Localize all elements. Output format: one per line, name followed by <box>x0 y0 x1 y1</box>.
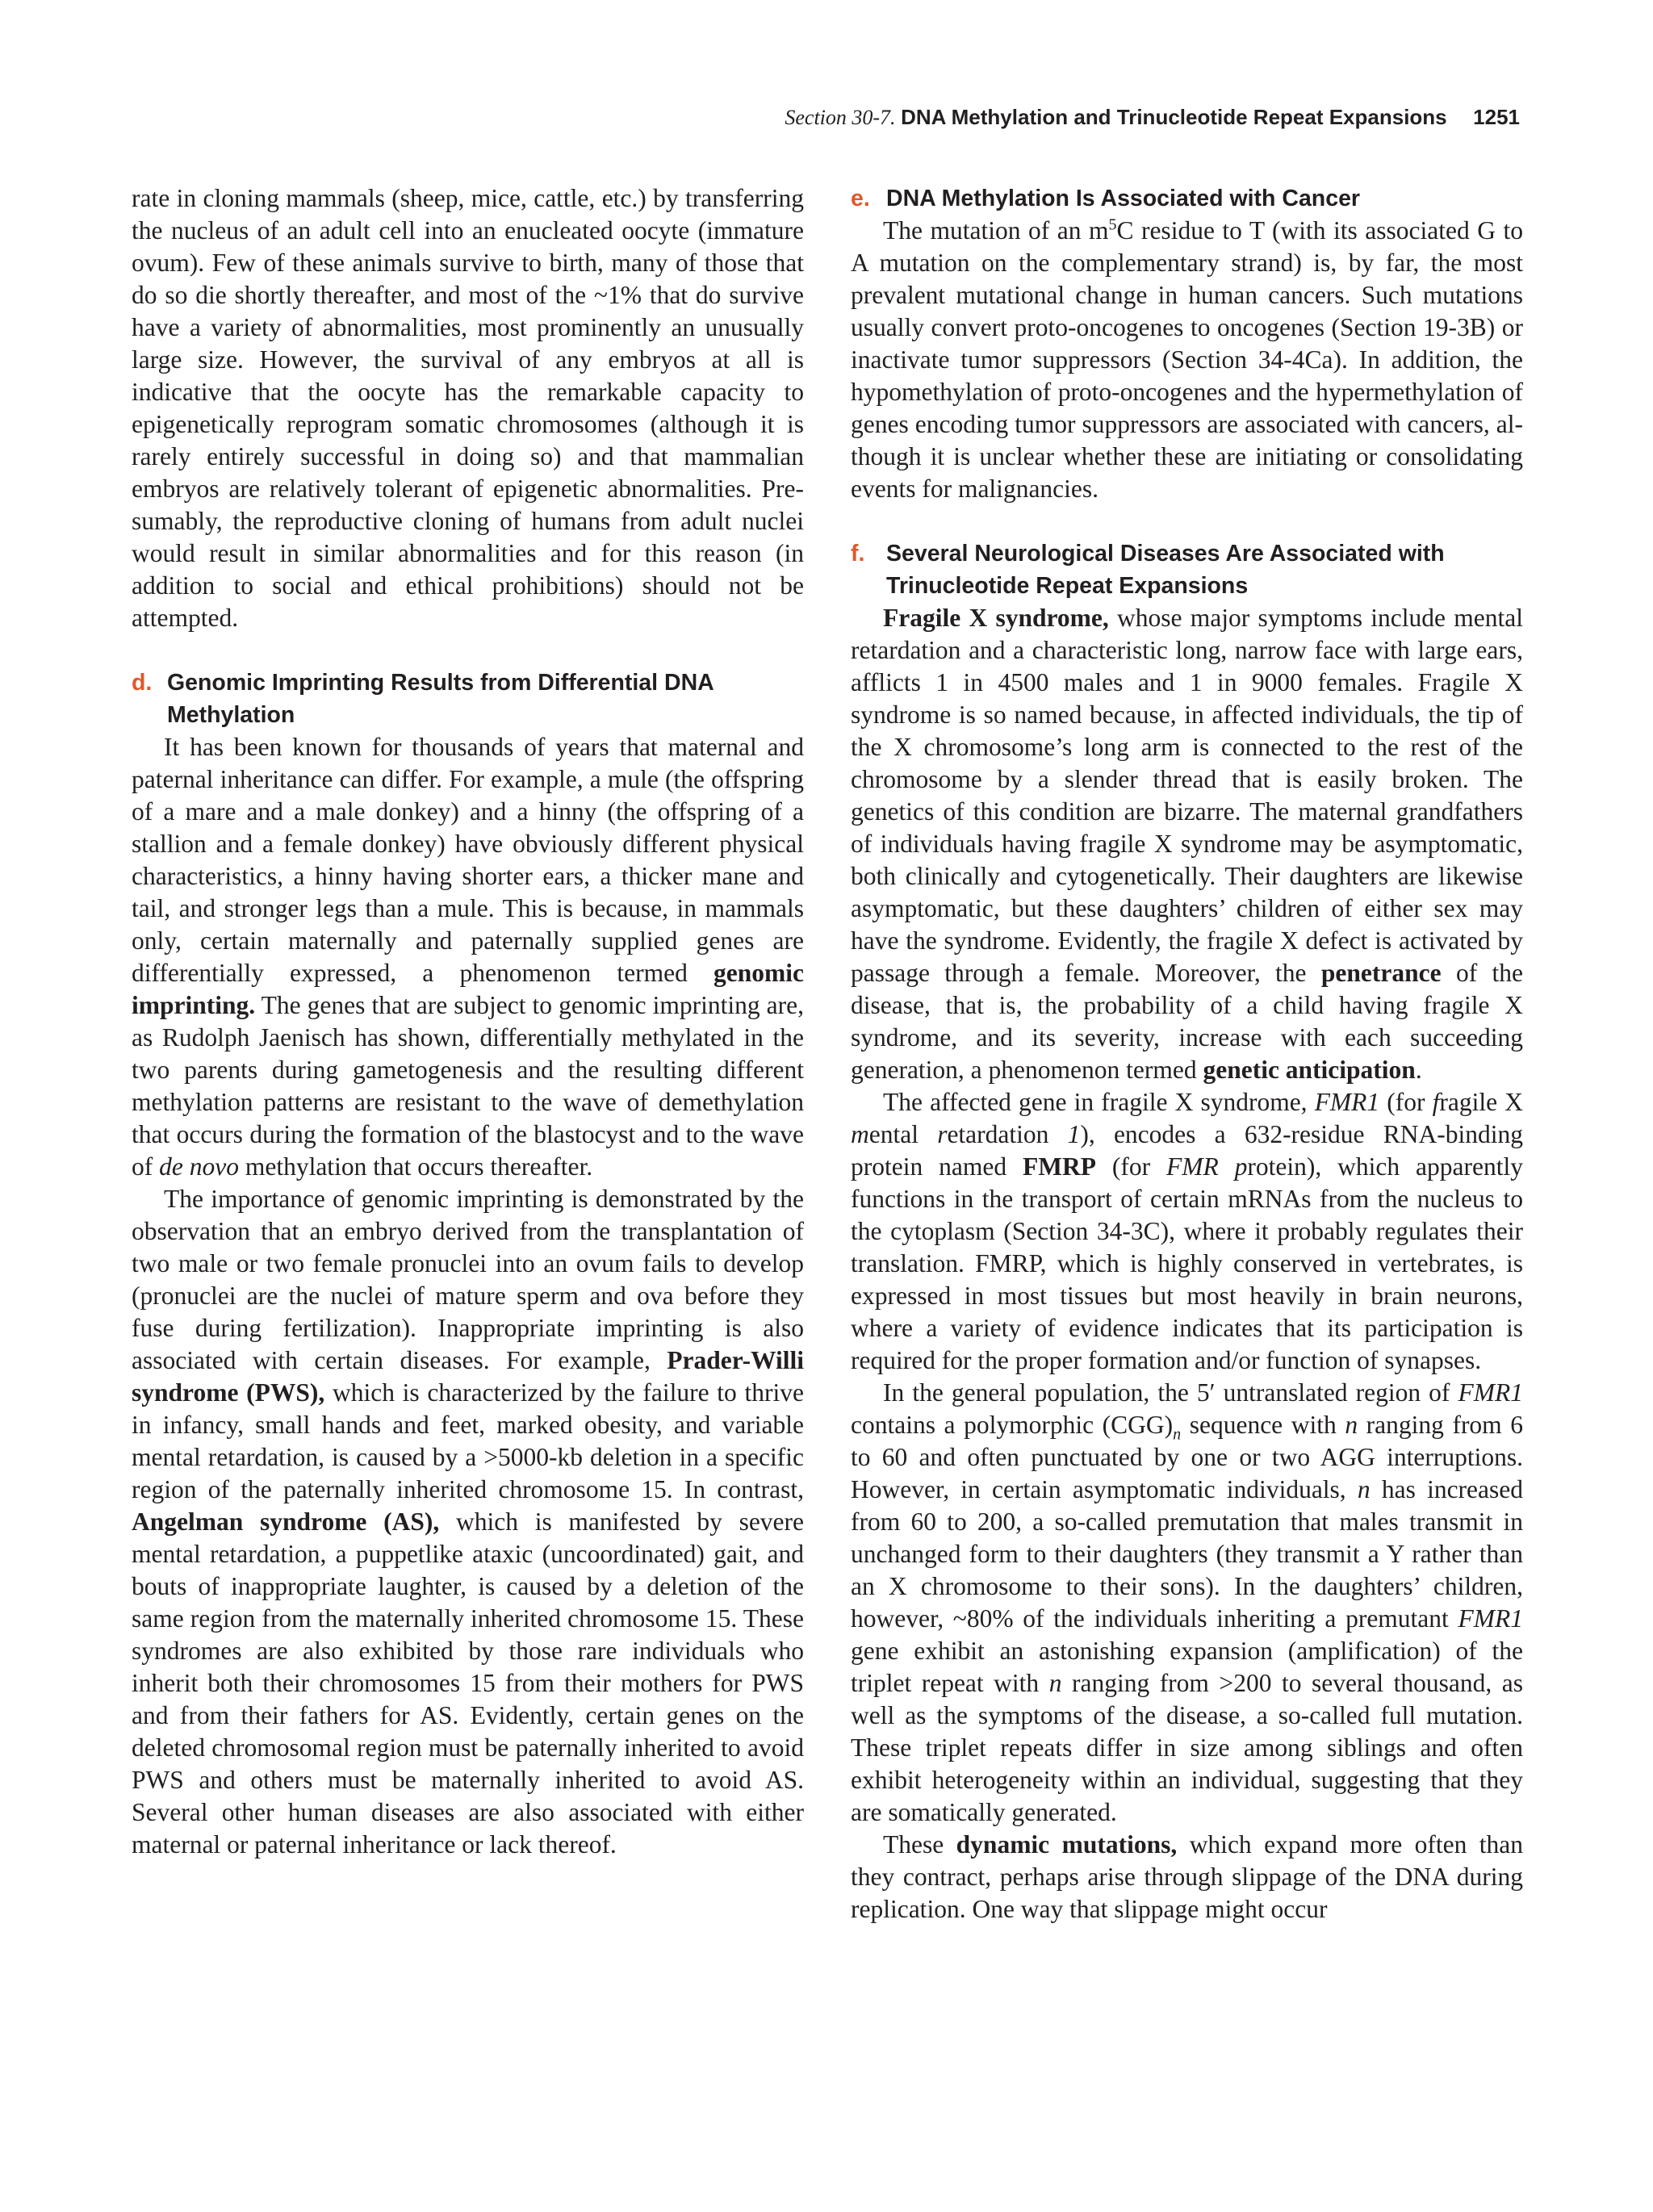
section-letter-d: d. <box>132 670 153 696</box>
term-penetrance: penetrance <box>1320 959 1442 987</box>
right-column <box>851 182 1523 1926</box>
running-head <box>129 97 1520 137</box>
section-heading-f <box>851 537 1523 602</box>
section-title-d: Genomic Imprinting Results from Differential DNA Methylation <box>167 670 714 728</box>
section-heading-d <box>132 667 804 731</box>
term-genomic-imprinting: genomic imprinting. <box>132 959 804 1019</box>
term-angelman: Angelman syndrome (AS), <box>132 1507 440 1536</box>
term-dynamic-mutations: dynamic mutations, <box>956 1830 1178 1859</box>
term-prader-willi: Prader-Willi syndrome (PWS), <box>132 1346 804 1407</box>
paragraph-f3: In the general population, the 5′ untranslated region of FMR1 contains a polymorphic $(CGG)_n$ sequence with n ranging from 6 to 60 and often punctuated by one or two AGG interruptions. However, in certain asymptomatic individuals, n has increased from 60 to 200, a so-called premutation that males transmit in unchanged form to their daughters (they transmit a Y rather than an X chromosome to their sons). In the daughters’ children, however, ~80% of the individuals inheriting a premutant FMR1 gene exhibit an astonishing expansion (amplification) of the triplet repeat with n ranging from >200 to several thousand, as well as the symptoms of the disease, a so-called full mutation. These triplet repeats differ in size among siblings and often exhibit heterogeneity within an individual, suggesting that they are somatically generated. <box>851 1378 1524 1826</box>
section-letter-e: e. <box>851 186 870 211</box>
section-title-e: DNA Methylation Is Associated with Cancer <box>886 186 1361 211</box>
paragraph-d2: The importance of genomic imprinting is demonstrated by the observation that an embryo derived from the transplantation of two male or two female pronuclei into an ovum fails to develop (pronuclei are the nuclei of mature sperm and ova before they fuse during fertilization). Inappropriate imprinting is also associated with certain diseases. For example, Prader-Willi syndrome (PWS), which is characterized by the failure to thrive in infancy, small hands and feet, marked obesity, and variable mental retardation, is caused by a >5000-kb deletion in a specific region of the paternally inherited chromosome 15. In contrast, Angelman syndrome (AS), which is manifested by severe mental retardation, a puppetlike ataxic (uncoordinated) gait, and bouts of inappropriate laughter, is caused by a deletion of the same region from the maternally inherited chromosome 15. These syndromes are also exhibited by those rare individuals who inherit both their chromosomes 15 from their mothers for PWS and from their fathers for AS. Evidently, certain genes on the deleted chromosomal region must be paternally inherited to avoid PWS and others must be maternally inherited to avoid AS. Several other human diseases are also associated with either maternal or paternal inheritance or lack thereof. <box>132 1185 805 1859</box>
section-heading-e <box>851 182 1523 215</box>
running-head-section: Section 30-7. <box>785 106 896 129</box>
running-head-title: DNA Methylation and Trinucleotide Repeat Expansions <box>901 105 1447 129</box>
section-title-f: Several Neurological Diseases Are Associated with Trinucleotide Repeat Expansions <box>886 541 1445 599</box>
paragraph-f1: Fragile X syndrome, whose major symptoms include mental retardation and a characteristic long, narrow face with large ears, afflicts 1 in 4500 males and 1 in 9000 females. Fragile X syndrome is so named because, in affected individuals, the tip of the X chromosome’s long arm is connected to the rest of the chromosome by a slender thread that is easily broken. The genetics of this condition are bizarre. The maternal grandfathers of individuals having fragile X syndrome may be asymptomatic, both clinically and cytogenetically. Their daughters are likewise asymptomatic, but these daughters’ children of either sex may have the syndrome. Evidently, the fragile X defect is activated by passage through a female. Moreover, the penetrance of the disease, that is, the probability of a child having fragile X syndrome, and its severity, increase with each succeeding generation, a phenomenon termed genetic anticipation. <box>851 604 1524 1084</box>
left-column <box>132 182 804 1861</box>
term-fmrp: FMRP <box>1023 1152 1096 1181</box>
term-fragile-x: Fragile X syndrome, <box>883 604 1109 632</box>
paragraph-e: The mutation of an $m^5C$ residue to T (with its associated G to A mutation on the complementary strand) is, by far, the most prevalent mutational change in human cancers. Such mutations usually convert proto-oncogenes to oncogenes (Section 19-3B) or inactivate tumor suppressors (Section 34-4Ca). In addition, the hypomethylation of proto-oncogenes and the hypermethylation of genes encoding tumor suppressors are associated with cancers, although it is unclear whether these are initiating or consolidating events for malignancies. <box>851 215 1524 503</box>
paragraph-d1: It has been known for thousands of years that maternal and paternal inheritance can differ. For example, a mule (the offspring of a mare and a male donkey) and a hinny (the offspring of a stallion and a female donkey) have obviously different physical characteristics, a hinny having shorter ears, a thicker mane and tail, and stronger legs than a mule. This is because, in mammals only, certain maternally and paternally supplied genes are differentially expressed, a phenomenon termed genomic imprinting. The genes that are subject to genomic imprinting are, as Rudolph Jaenisch has shown, differentially methylated in the two parents during gametogenesis and the resulting different methylation patterns are resistant to the wave of demethylation that occurs during the formation of the blastocyst and to the wave of de novo methylation that occurs thereafter. <box>132 733 804 1181</box>
paragraph-intro: rate in cloning mammals (sheep, mice, cattle, etc.) by transferring the nucleus of an adult cell into an enucleated oocyte (immature ovum). Few of these animals survive to birth, many of those that do so die shortly thereafter, and most of the ~1% that do survive have a variety of abnormalities, most prominently an unusually large size. However, the survival of any embryos at all is indicative that the oocyte has the remarkable capacity to epigenetically reprogram somatic chromosomes (although it is rarely entirely successful in doing so) and that mammalian embryos are relatively tolerant of epigenetic abnormalities. Presumably, the reproductive cloning of humans from adult nuclei would result in similar abnormalities and for this reason (in addition to social and ethical prohibitions) should not be attempted. <box>132 184 804 632</box>
section-letter-f: f. <box>851 541 865 567</box>
paragraph-f2: The affected gene in fragile X syndrome, FMR1 (for fragile X mental retardation 1), encodes a 632-residue RNA-binding protein named FMRP (for FMR protein), which apparently functions in the transport of certain mRNAs from the nucleus to the cytoplasm (Section 34-3C), where it probably regulates their translation. FMRP, which is highly conserved in vertebrates, is expressed in most tissues but most heavily in brain neurons, where a variety of evidence indicates that its participation is required for the proper formation and/or function of synapses. <box>851 1088 1523 1374</box>
term-genetic-anticipation: genetic anticipation <box>1203 1056 1416 1084</box>
paragraph-f4: These dynamic mutations, which expand more often than they contract, perhaps arise through slippage of the DNA during replication. One way that slippage might occur <box>851 1830 1524 1923</box>
page-number: 1251 <box>1473 105 1520 129</box>
term-de-novo: de novo <box>159 1152 239 1181</box>
